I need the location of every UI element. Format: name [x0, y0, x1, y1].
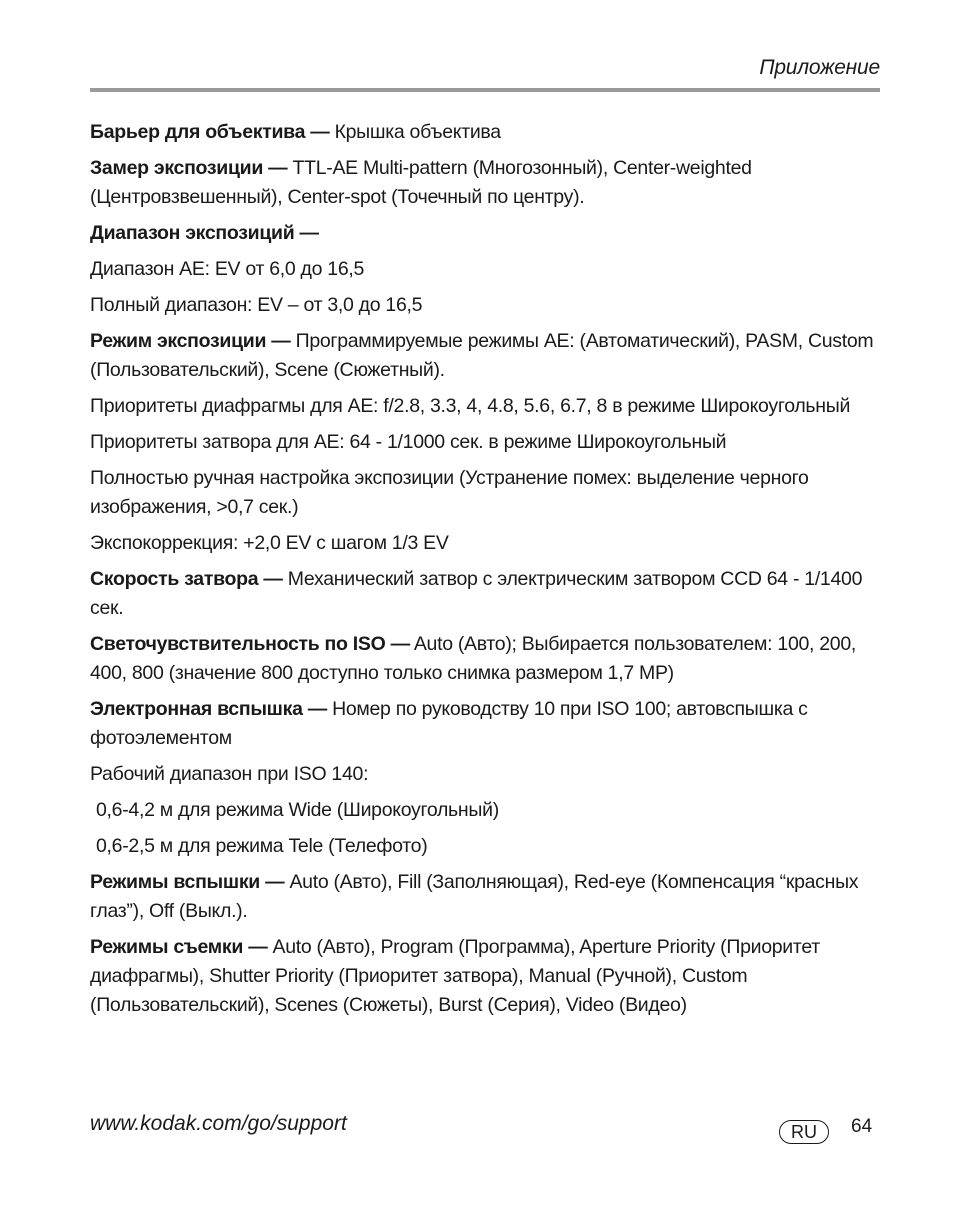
spec-flash — [90, 695, 882, 753]
spec-text: Экспокоррекция: +2,0 EV с шагом 1/3 EV — [90, 532, 449, 554]
spec-text: Механический затвор с электрическим затвором CCD 64 - 1/1400 сек. — [90, 568, 863, 619]
spec-shooting-modes — [90, 933, 882, 1020]
spec-text: Полный диапазон: EV – от 3,0 до 16,5 — [90, 294, 423, 316]
spec-flash-tele — [90, 832, 882, 861]
spec-text: Рабочий диапазон при ISO 140: — [90, 763, 369, 785]
spec-term: Барьер для объектива — — [90, 121, 330, 143]
spec-full-range — [90, 291, 882, 320]
spec-exposure-compensation — [90, 529, 882, 558]
spec-text: Крышка объектива — [329, 121, 501, 143]
spec-text: 0,6-4,2 м для режима Wide (Широкоугольный) — [96, 799, 499, 821]
footer-url: www.kodak.com/go/support — [90, 1112, 347, 1135]
spec-shutter-speed — [90, 565, 882, 623]
spec-term: Светочувствительность по ISO — — [90, 633, 410, 655]
spec-text: TTL-AE Multi-pattern (Многозонный), Center-weighted (Центровзвешенный), Center-spot (Точечный по центру). — [90, 157, 752, 208]
spec-term: Электронная вспышка — — [90, 698, 327, 720]
spec-aperture-priority — [90, 392, 882, 421]
page-header-title: Приложение — [759, 56, 880, 79]
spec-flash-wide — [90, 796, 882, 825]
spec-term: Замер экспозиции — — [90, 157, 288, 179]
spec-ae-range — [90, 255, 882, 284]
header-divider — [90, 88, 880, 92]
spec-text: Auto (Авто); Выбирается пользователем: 100, 200, 400, 800 (значение 800 доступно только снимка размером 1,7 MP) — [90, 633, 857, 684]
spec-lens-barrier — [90, 118, 882, 147]
spec-text: Диапазон AE: EV от 6,0 до 16,5 — [90, 258, 365, 280]
spec-term: Диапазон экспозиций — — [90, 222, 319, 244]
spec-metering — [90, 154, 882, 212]
spec-exposure-mode — [90, 327, 882, 385]
spec-term: Скорость затвора — — [90, 568, 283, 590]
spec-term: Режимы вспышки — — [90, 871, 285, 893]
spec-text: Auto (Авто), Fill (Заполняющая), Red-eye (Компенсация “красных глаз”), Off (Выкл.). — [90, 871, 859, 922]
spec-iso — [90, 630, 882, 688]
spec-manual-exposure — [90, 464, 882, 522]
language-badge: RU — [779, 1120, 829, 1144]
spec-flash-range — [90, 760, 882, 789]
spec-text: Программируемые режимы AE: (Автоматический), PASM, Custom (Пользовательский), Scene (Сюжетный). — [90, 330, 874, 381]
spec-text: Приоритеты диафрагмы для AE: f/2.8, 3.3, 4, 4.8, 5.6, 6.7, 8 в режиме Широкоугольный — [90, 395, 851, 417]
spec-text: Полностью ручная настройка экспозиции (Устранение помех: выделение черного изображения, >0,7 сек.) — [90, 467, 809, 518]
spec-term: Режимы съемки — — [90, 936, 268, 958]
page-number: 64 — [851, 1116, 873, 1137]
spec-text: 0,6-2,5 м для режима Tele (Телефото) — [96, 835, 428, 857]
spec-text: Auto (Авто), Program (Программа), Aperture Priority (Приоритет диафрагмы), Shutter Priority (Приоритет затвора), Manual (Ручной), Custom (Пользовательский), Scenes (Сюжеты), Burst (Серия), Video (Видео) — [90, 936, 820, 1016]
spec-text: Номер по руководству 10 при ISO 100; автовспышка с фотоэлементом — [90, 698, 808, 749]
spec-text: Приоритеты затвора для AE: 64 - 1/1000 сек. в режиме Широкоугольный — [90, 431, 727, 453]
spec-flash-modes — [90, 868, 882, 926]
spec-shutter-priority — [90, 428, 882, 457]
spec-term: Режим экспозиции — — [90, 330, 291, 352]
spec-list — [90, 118, 882, 1027]
spec-exposure-range — [90, 219, 882, 248]
